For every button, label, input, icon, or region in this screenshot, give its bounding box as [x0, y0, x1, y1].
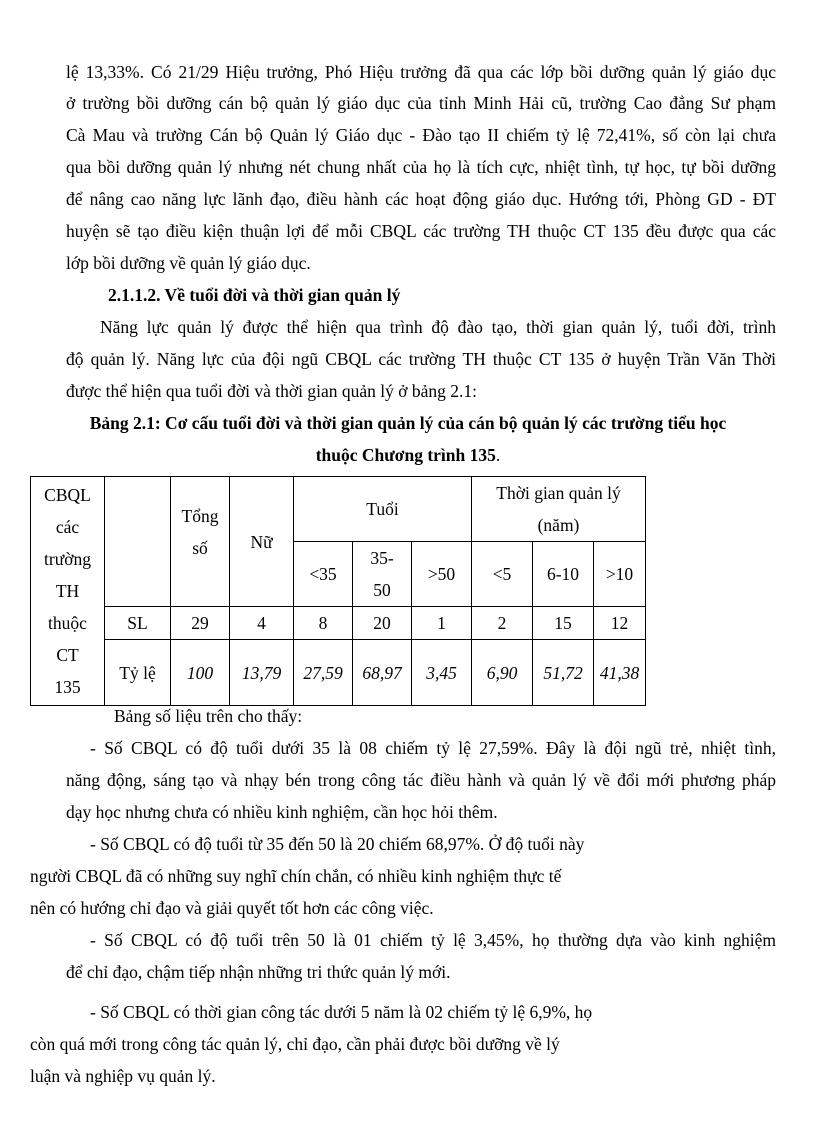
table-cell: 51,72	[533, 640, 594, 706]
table-cell: 100	[171, 640, 230, 706]
header-tuoi: Tuổi	[294, 477, 472, 542]
table-cell: 68,97	[353, 640, 412, 706]
paragraph-line: qua bồi dưỡng quản lý nhưng nét chung nhất của họ là tích cực, nhiệt tình, tự học, tự bồi dưỡng	[66, 157, 776, 177]
header-tong-so: Tổng số	[171, 477, 230, 607]
paragraph-line: Bảng số liệu trên cho thấy:	[114, 706, 303, 726]
table-cell: 13,79	[230, 640, 294, 706]
table-cell: 6,90	[472, 640, 533, 706]
table-cell: 27,59	[294, 640, 353, 706]
table-cell: 4	[230, 607, 294, 640]
paragraph-line: để nâng cao năng lực lãnh đạo, điều hành các hoạt động giáo dục. Hướng tới, Phòng GD - ĐT	[66, 189, 776, 209]
paragraph-line: lớp bồi dưỡng về quản lý giáo dục.	[66, 253, 311, 273]
paragraph-line: lệ 13,33%. Có 21/29 Hiệu trưởng, Phó Hiệu trưởng đã qua các lớp bồi dưỡng quản lý giáo dục	[66, 62, 776, 82]
row-label: SL	[105, 607, 171, 640]
paragraph-line: năng động, sáng tạo và nhạy bén trong công tác điều hành và quản lý về đổi mới phương pháp	[66, 770, 776, 790]
table-cell: 29	[171, 607, 230, 640]
first-column-header: CBQL các trường TH thuộc CT 135	[31, 477, 105, 706]
paragraph-line: - Số CBQL có độ tuổi dưới 35 là 08 chiếm tỷ lệ 27,59%. Đây là đội ngũ trẻ, nhiệt tình,	[90, 738, 776, 758]
paragraph-line: - Số CBQL có độ tuổi từ 35 đến 50 là 20 chiếm 68,97%. Ở độ tuổi này	[90, 834, 585, 854]
section-heading: 2.1.1.2. Về tuổi đời và thời gian quản lý	[108, 285, 401, 305]
table-cell: 20	[353, 607, 412, 640]
paragraph-line: Cà Mau và trường Cán bộ Quản lý Giáo dục - Đào tạo II chiếm tỷ lệ 72,41%, số còn lại chưa	[66, 125, 776, 145]
paragraph-line: ở trường bồi dưỡng cán bộ quản lý giáo dục của tỉnh Minh Hải cũ, trường Cao đẳng Sư phạm	[66, 93, 776, 113]
paragraph-line: huyện sẽ tạo điều kiện thuận lợi để mỗi CBQL các trường TH thuộc CT 135 đều được qua các	[66, 221, 776, 241]
paragraph-line: - Số CBQL có thời gian công tác dưới 5 năm là 02 chiếm tỷ lệ 6,9%, họ	[90, 1002, 593, 1022]
header-nu: Nữ	[230, 477, 294, 607]
paragraph-line: - Số CBQL có độ tuổi trên 50 là 01 chiếm tỷ lệ 3,45%, họ thường dựa vào kinh nghiệm	[90, 930, 776, 950]
row-label: Tỷ lệ	[105, 640, 171, 706]
header-time-over-10: >10	[594, 542, 646, 607]
paragraph-line: luận và nghiệp vụ quản lý.	[30, 1066, 216, 1086]
empty-header-cell	[105, 477, 171, 607]
paragraph-line: được thể hiện qua tuổi đời và thời gian quản lý ở bảng 2.1:	[66, 381, 478, 401]
header-time-6-10: 6-10	[533, 542, 594, 607]
table-cell: 15	[533, 607, 594, 640]
table-row	[31, 607, 646, 640]
table-row	[31, 640, 646, 706]
table-cell: 3,45	[412, 640, 472, 706]
paragraph-line: còn quá mới trong công tác quản lý, chỉ đạo, cần phải được bồi dưỡng về lý	[30, 1034, 560, 1054]
table-cell: 12	[594, 607, 646, 640]
paragraph-line: dạy học nhưng chưa có nhiều kinh nghiệm, cần học hỏi thêm.	[66, 802, 498, 822]
paragraph-line: Năng lực quản lý được thể hiện qua trình độ đào tạo, thời gian quản lý, tuổi đời, trình	[100, 317, 776, 337]
header-age-35-50: 35- 50	[353, 542, 412, 607]
table-cell: 8	[294, 607, 353, 640]
table-cell: 1	[412, 607, 472, 640]
table-cell: 2	[472, 607, 533, 640]
header-thoi-gian: Thời gian quản lý (năm)	[472, 477, 646, 542]
paragraph-line: để chỉ đạo, chậm tiếp nhận những tri thức quản lý mới.	[66, 962, 451, 982]
paragraph-line: độ quản lý. Năng lực của đội ngũ CBQL các trường TH thuộc CT 135 ở huyện Trần Văn Thời	[66, 349, 776, 369]
header-time-under-5: <5	[472, 542, 533, 607]
header-age-over-50: >50	[412, 542, 472, 607]
header-age-under-35: <35	[294, 542, 353, 607]
table-cell: 41,38	[594, 640, 646, 706]
data-table	[30, 476, 646, 706]
paragraph-line: nên có hướng chỉ đạo và giải quyết tốt hơn các công việc.	[30, 898, 434, 918]
table-caption-line2: thuộc Chương trình 135.	[315, 445, 501, 465]
table-caption-line1: Bảng 2.1: Cơ cấu tuổi đời và thời gian quản lý của cán bộ quản lý các trường tiểu học	[89, 413, 727, 433]
paragraph-line: người CBQL đã có những suy nghĩ chín chắn, có nhiều kinh nghiệm thực tế	[30, 866, 562, 886]
